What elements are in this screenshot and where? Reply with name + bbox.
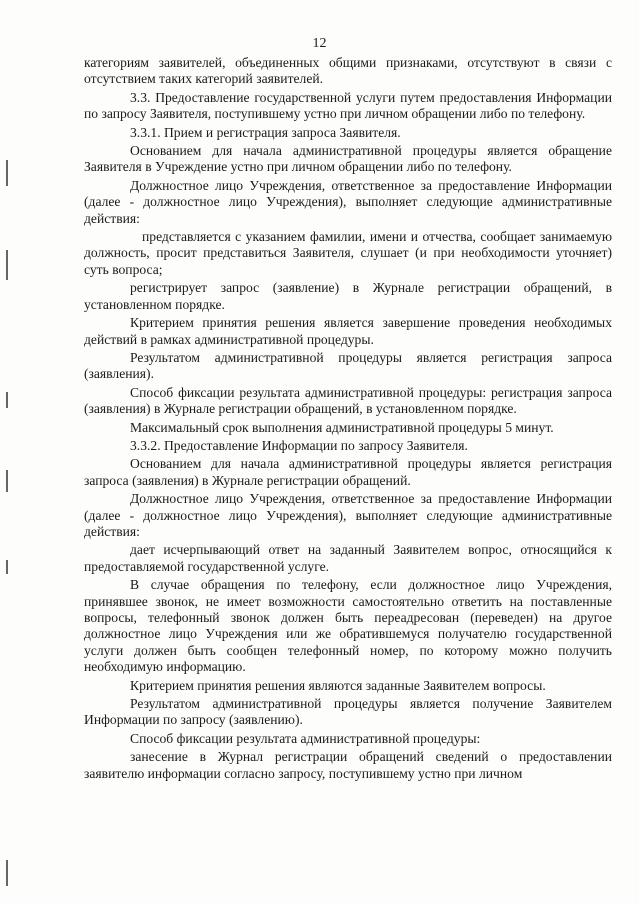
paragraph: 3.3. Предоставление государственной услуги путем предоставления Информации по запросу Заявителя, поступившему устно при личном обращении либо по телефону. [84,89,612,122]
paragraph: 3.3.1. Прием и регистрация запроса Заявителя. [130,124,401,140]
paragraph: В случае обращения по телефону, если должностное лицо Учреждения, принявшее звонок, не имеет возможности самостоятельно ответить на поставленные вопросы, телефонный звонок должен быть переадресован (переведен) на другое должностное лицо Учреждения или же обратившемуся получателю государственной услуги должен быть сообщен телефонный номер, по которому можно получить необходимую информацию. [84,577,612,675]
paragraph: 3.3.2. Предоставление Информации по запросу Заявителя. [130,437,468,453]
page-number: 12 [312,36,327,51]
paragraph: Критерием принятия решения являются заданные Заявителем вопросы. [130,677,546,693]
paragraph: регистрирует запрос (заявление) в Журнале регистрации обращений, в установленном порядке. [84,280,612,312]
paragraph: Максимальный срок выполнения административной процедуры 5 минут. [130,419,554,435]
paragraph: категориям заявителей, объединенных общими признаками, отсутствуют в связи с отсутствием таких категорий заявителей. [84,55,612,87]
paragraph: занесение в Журнал регистрации обращений сведений о предоставлении заявителю информации согласно запросу, поступившему устно при личном [84,749,612,781]
paragraph: представляется с указанием фамилии, имени и отчества, сообщает занимаемую должность, просит представиться Заявителя, слушает (и при необходимости уточняет) суть вопроса; [84,229,612,277]
document-body [84,55,612,784]
paragraph: Способ фиксации результата административной процедуры: [130,730,481,746]
paragraph: Результатом административной процедуры является получение Заявителем Информации по запросу (заявлению). [84,696,612,728]
scan-edge-marks [6,0,10,904]
paragraph: Основанием для начала административной процедуры является обращение Заявителя в Учреждение устно при личном обращении либо по телефону. [84,143,612,175]
paragraph: Результатом административной процедуры является регистрация запроса (заявления). [84,349,612,382]
paragraph: дает исчерпывающий ответ на заданный Заявителем вопрос, относящийся к предоставляемой государственной услуге. [84,542,612,574]
paragraph: Способ фиксации результата административной процедуры: регистрация запроса (заявления) в Журнале регистрации обращений, в установленном порядке. [84,384,612,417]
paragraph: Должностное лицо Учреждения, ответственное за предоставление Информации (далее - должностное лицо Учреждения), выполняет следующие административные действия: [84,491,612,539]
paragraph: Должностное лицо Учреждения, ответственное за предоставление Информации (далее - должностное лицо Учреждения), выполняет следующие административные действия: [84,177,612,226]
paragraph: Основанием для начала административной процедуры является регистрация запроса (заявления) в Журнале регистрации обращений. [84,456,612,488]
paragraph: Критерием принятия решения является завершение проведения необходимых действий в рамках административной процедуры. [84,315,612,347]
